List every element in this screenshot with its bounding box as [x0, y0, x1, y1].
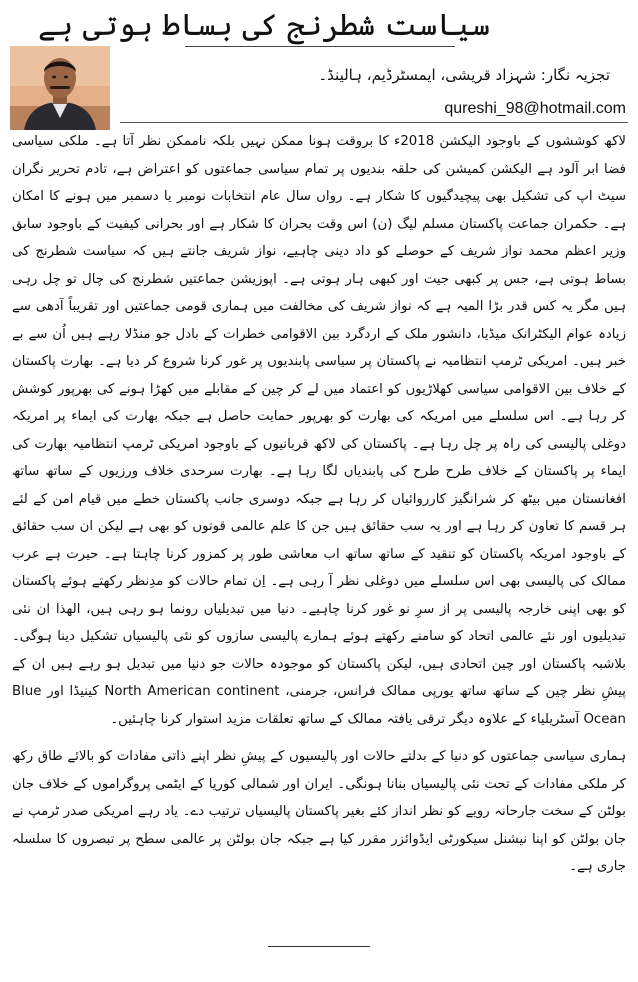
- author-email[interactable]: qureshi_98@hotmail.com: [444, 100, 626, 117]
- header-divider: [120, 122, 628, 123]
- paragraph: لاکھ کوششوں کے باوجود الیکشن 2018ء کا بروقت ہونا ممکن نہیں بلکہ ناممکن نظر آتا ہے۔ ملکی سیاسی فضا ابر آلود ہے الیکشن کمیشن کی حلقہ بندیوں پر تمام سیاسی جماعتوں کو اعتراض ہے، تادم تحریر نگران سیٹ اپ کی تشکیل بھی پیچیدگیوں کا شکار ہے۔ رواں سال عام انتخابات نومبر یا دسمبر میں ہونے کا امکان ہے۔ حکمران جماعت پاکستان مسلم لیگ (ن) اس وقت بحران کا شکار ہے اور بحرانی کیفیت کے باوجود سابق وزیر اعظم محمد نواز شریف کے حوصلے کو داد دینی چاہیے، نواز شریف جانتے ہیں کہ سیاست شطرنج کی بساط ہوتی ہے، جس پر کبھی جیت اور کبھی ہار ہوتی ہے۔ اپوزیشن جماعتیں شطرنج کی چال تو چل رہی ہیں مگر یہ کس قدر بڑا المیہ ہے کہ نواز شریف کی مخالفت میں ہماری قومی جماعتیں اور تقریباً آدھی سے زیادہ عوام الیکٹرانک میڈیا، دانشور ملک کے اردگرد بین الاقوامی خطرات کے بادل جو منڈلا رہے ہیں اُن سے بے خبر ہیں۔ امریکی ٹرمپ انتظامیہ نے پاکستان پر سیاسی پابندیوں پر غور کرنا شروع کر دیا ہے۔ بھارت پاکستان کے خلاف بین الاقوامی سیاسی کھلاڑیوں کو اعتماد میں لے کر چین کے مقابلے میں کھڑا ہونے کی بھرپور کوشش کر رہا ہے۔ اس سلسلے میں امریکہ کی بھارت کو بھرپور حمایت حاصل ہے جبکہ بھارت کی ایماء پر امریکہ دوغلی پالیسی کی راہ پر چل رہا ہے۔ پاکستان کی لاکھ قربانیوں کے باوجود امریکی ٹرمپ انتظامیہ بھارت کی ایماء پر پاکستان کے خلاف طرح طرح کی پابندیاں لگا رہا ہے۔ بھارت سرحدی خلاف ورزیوں کے ساتھ ساتھ افغانستان میں بیٹھ کر شرانگیز کارروائیاں کر رہا ہے جبکہ دوسری جانب پاکستان خطے میں قیام امن کے لئے ہر قسم کا تعاون کر رہا ہے اور یہ سب حقائق ہیں جن کا علم عالمی قوتوں کو بھی ہے لیکن ان سب حقائق کے باوجود امریکہ پاکستان کو تنقید کے ساتھ ساتھ اب معاشی طور پر کمزور کرنا چاہتا ہے۔ حیرت ہے عرب ممالک کی پالیسی بھی اس سلسلے میں دوغلی نظر آ رہی ہے۔ اِن تمام حالات کو مدِنظر رکھتے ہوئے پاکستان کو بھی اپنی خارجہ پالیسی پر از سرِ نو غور کرنا چاہیے۔ دنیا میں تبدیلیاں رونما ہو رہی ہیں، الھذا ان نئی تبدیلیوں اور نئے عالمی اتحاد کو سامنے رکھتے ہوئے ہمارے پالیسی سازوں کو نئی پالیسیاں تشکیل دینا ہوگی۔ بلاشبہ پاکستان اور چین اتحادی ہیں، لیکن پاکستان کو موجودہ حالات جو دنیا میں تبدیل ہو رہے ہیں ان کے پیشِ نظر چین کے ساتھ ساتھ یورپی ممالک فرانس، جرمنی، North American continent کینیڈا اور Blue Ocean آسٹریلیاء کے علاوہ دیگر ترقی یافتہ ممالک کے ساتھ تعلقات مزید استوار کرنا چاہئیں۔: [12, 134, 627, 727]
- headline: سیاست شطرنج کی بساط ہوتی ہے: [38, 8, 490, 43]
- article-body: [12, 128, 626, 881]
- headline-underline: [185, 46, 455, 47]
- paragraph: ہماری سیاسی جماعتوں کو دنیا کے بدلتے حالات اور پالیسیوں کے پیشِ نظر اپنے ذاتی مفادات کو بالائے طاق رکھ کر ملکی مفادات کے تحت نئی پالیسیاں بنانا ہونگی۔ ایران اور شمالی کوریا کے ایٹمی پروگراموں کے خلاف جان بولٹن کے سخت جارحانہ رویے کو نظر انداز کئے بغیر پاکستان پالیسیاں ترتیب دے۔ یاد رہے امریکی صدر ٹرمپ نے جان بولٹن کو اپنا نیشنل سیکورٹی ایڈوائزر مقرر کیا ہے جبکہ جان بولٹن پر عالمی سطح پر تبصروں کا سلسلہ جاری ہے۔: [12, 749, 626, 874]
- footer-divider: [268, 946, 370, 947]
- author-portrait-icon: [10, 46, 110, 130]
- byline: تجزیہ نگار: شہزاد قریشی، ایمسٹرڈیم، ہالینڈ۔: [318, 66, 610, 84]
- author-portrait-graphic: [10, 46, 110, 130]
